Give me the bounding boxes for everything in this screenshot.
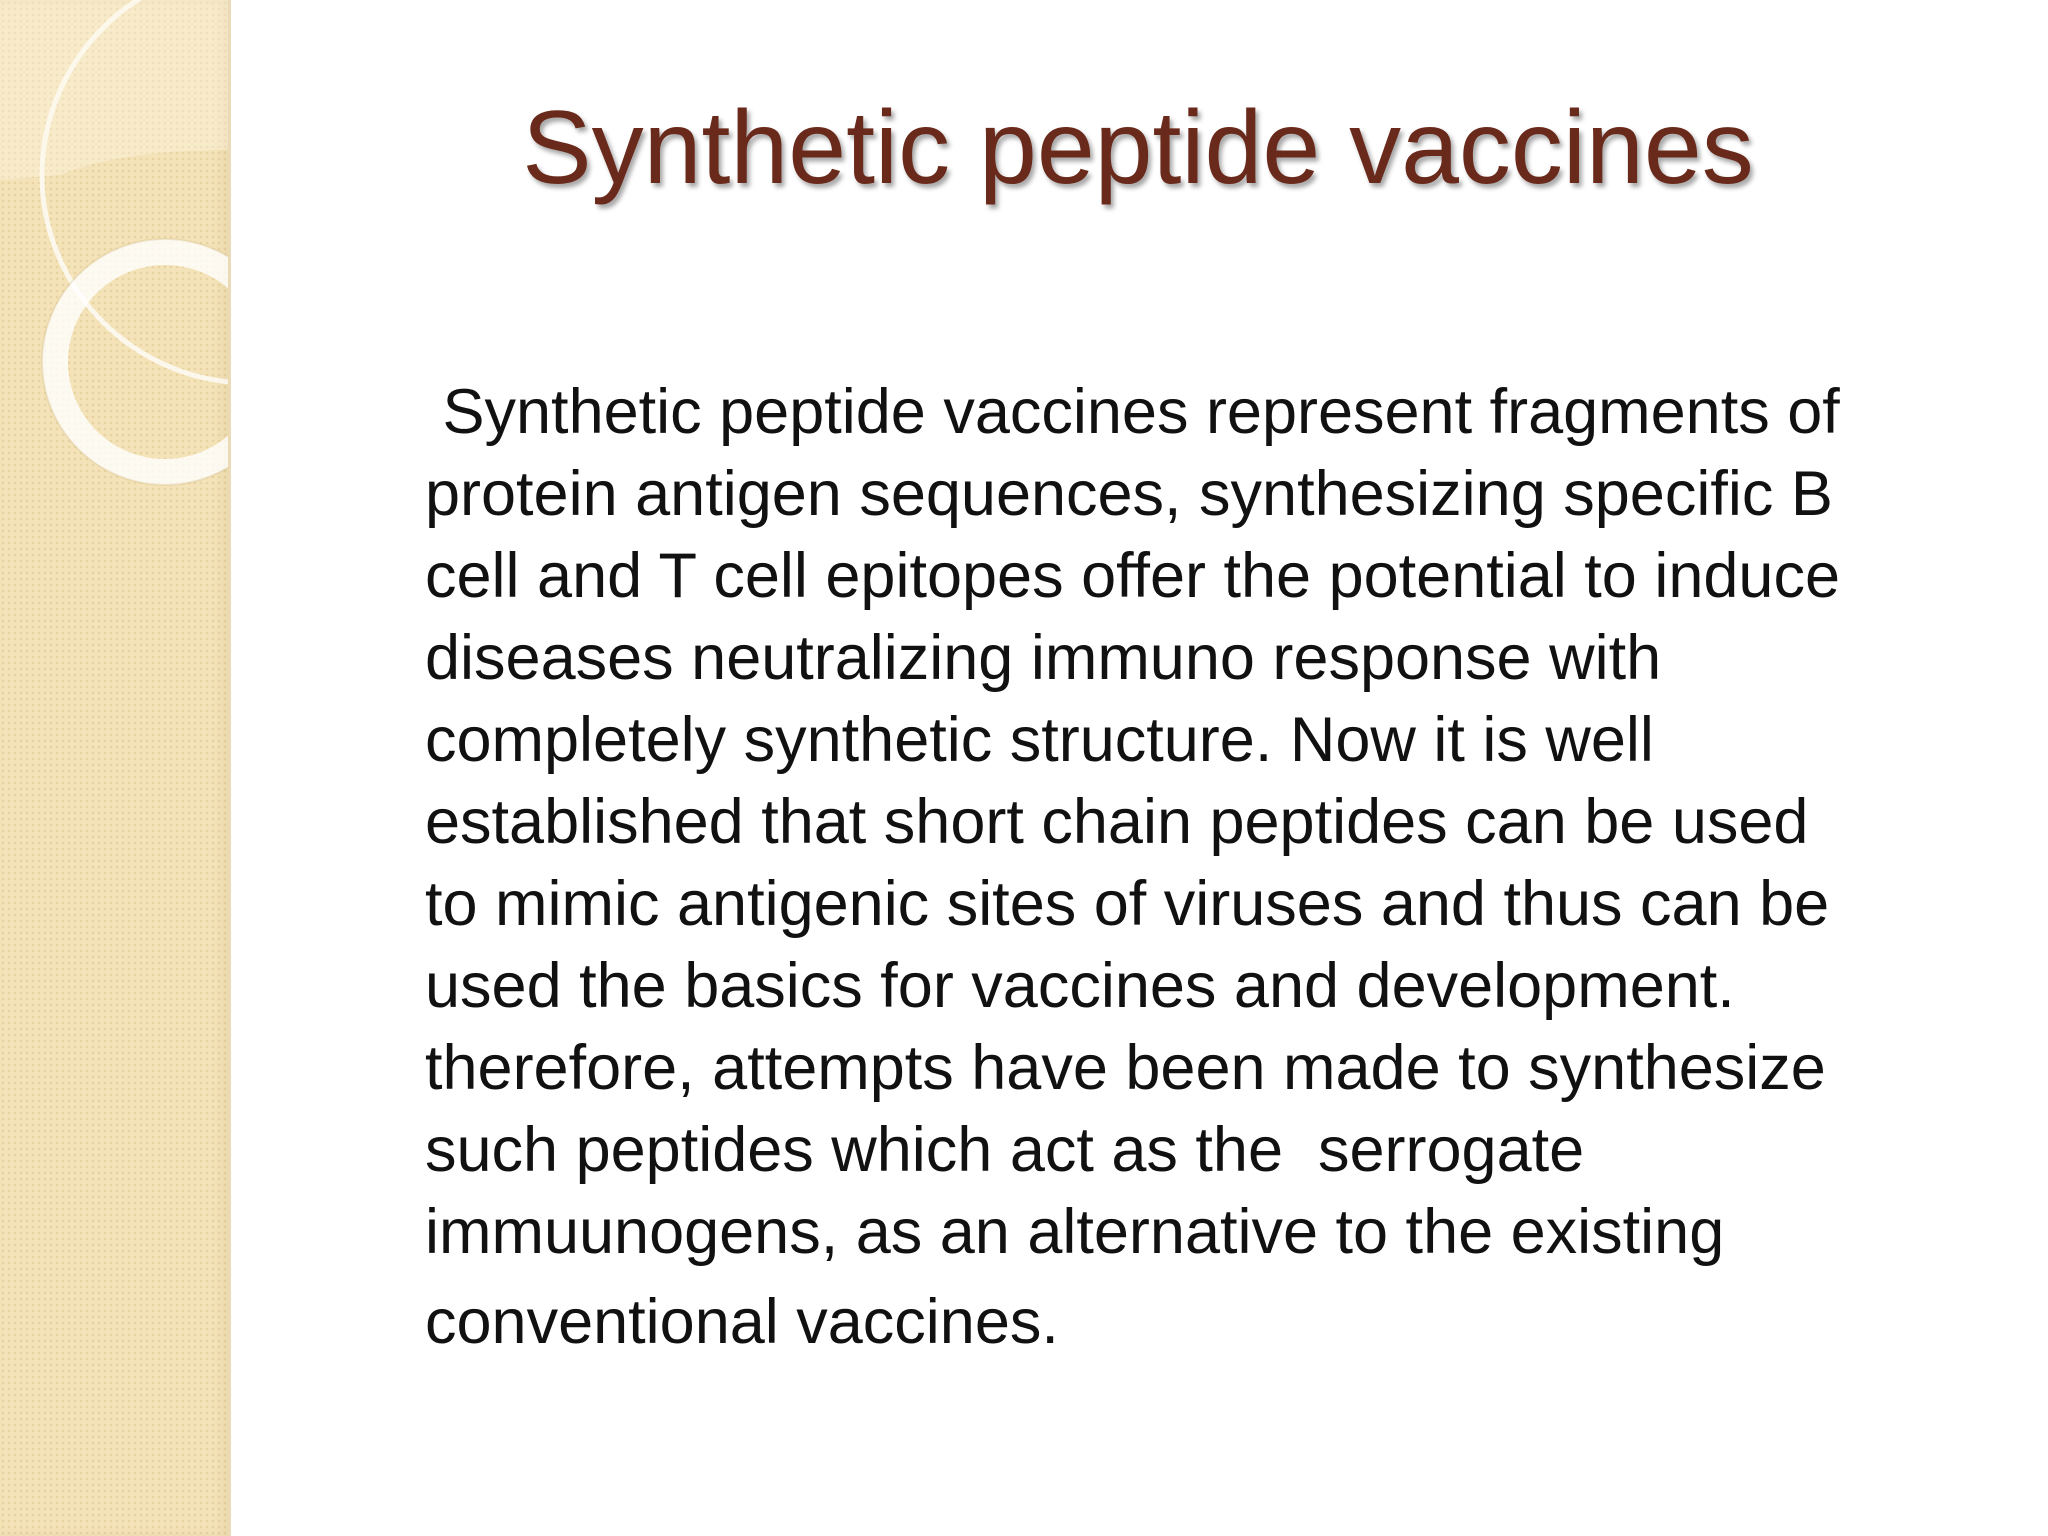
decorative-side-panel [0,0,231,1536]
body-line: immuunogens, as an alternative to the existing [425,1197,1725,1267]
body-line: conventional vaccines. [425,1287,1059,1357]
body-line: therefore, attempts have been made to synthesize [425,1033,1826,1103]
body-line: to mimic antigenic sites of viruses and thus can be [425,869,1830,939]
body-line: completely synthetic structure. Now it is well [425,705,1654,775]
decorative-rings-graphic [0,0,228,1536]
small-ring-shape [55,252,228,472]
body-line: cell and T cell epitopes offer the potential to induce [425,541,1840,611]
ring-highlight-shape [0,0,228,180]
body-line: established that short chain peptides can be used [425,787,1809,857]
body-line: such peptides which act as the serrogate [425,1115,1585,1185]
body-line: protein antigen sequences, synthesizing specific B [425,459,1833,529]
body-line: Synthetic peptide vaccines represent fragments of [425,377,1840,447]
slide-body-text [425,371,1985,1363]
body-line: diseases neutralizing immuno response with [425,623,1662,693]
slide-title: Synthetic peptide vaccines [522,90,1754,206]
body-line: used the basics for vaccines and development. [425,951,1735,1021]
